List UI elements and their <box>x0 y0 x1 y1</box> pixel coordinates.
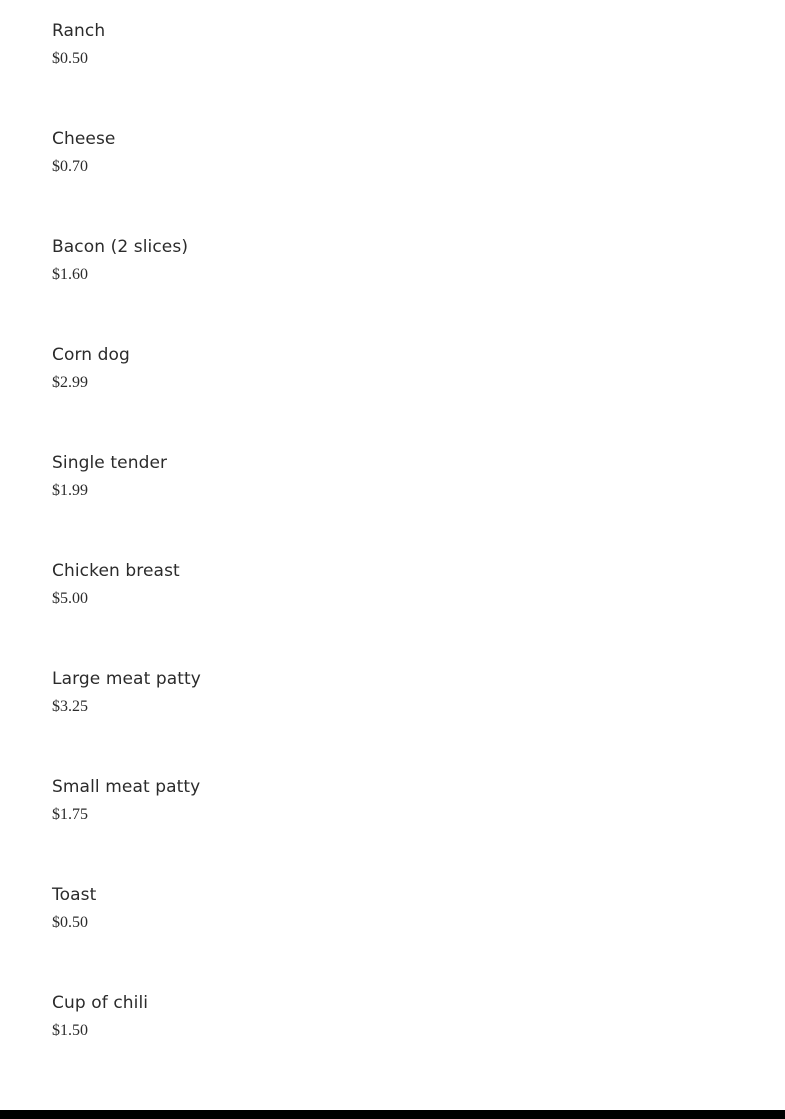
menu-item-price: $3.25 <box>52 698 88 715</box>
menu-item-cup-of-chili[interactable] <box>52 990 752 1098</box>
menu-item-price: $1.99 <box>52 482 88 499</box>
menu-item-price: $2.99 <box>52 374 88 391</box>
menu-item-toast[interactable] <box>52 882 752 990</box>
menu-item-name: Small meat patty <box>52 777 201 797</box>
menu-item-single-tender[interactable] <box>52 450 752 558</box>
menu-item-name: Toast <box>52 885 97 905</box>
menu-item-price: $1.50 <box>52 1022 88 1039</box>
menu-item-name: Cup of chili <box>52 993 149 1013</box>
menu-item-price: $0.50 <box>52 50 88 67</box>
menu-item-price: $0.70 <box>52 158 88 175</box>
menu-item-ranch[interactable] <box>52 18 752 126</box>
menu-item-price: $1.75 <box>52 806 88 823</box>
menu-item-name: Large meat patty <box>52 669 201 689</box>
menu-item-name: Bacon (2 slices) <box>52 237 189 257</box>
menu-item-name: Ranch <box>52 21 106 41</box>
menu-item-large-meat-patty[interactable] <box>52 666 752 774</box>
menu-item-price: $0.50 <box>52 914 88 931</box>
menu-item-name: Cheese <box>52 129 116 149</box>
menu-item-small-meat-patty[interactable] <box>52 774 752 882</box>
menu-item-price: $5.00 <box>52 590 88 607</box>
menu-item-chicken-breast[interactable] <box>52 558 752 666</box>
menu-item-corn-dog[interactable] <box>52 342 752 450</box>
menu-item-name: Corn dog <box>52 345 130 365</box>
bottom-bar <box>0 1110 785 1119</box>
menu-item-price: $1.60 <box>52 266 88 283</box>
menu-item-bacon[interactable] <box>52 234 752 342</box>
menu-item-name: Chicken breast <box>52 561 180 581</box>
menu-item-name: Single tender <box>52 453 168 473</box>
menu-item-list <box>52 18 752 1098</box>
menu-item-cheese[interactable] <box>52 126 752 234</box>
